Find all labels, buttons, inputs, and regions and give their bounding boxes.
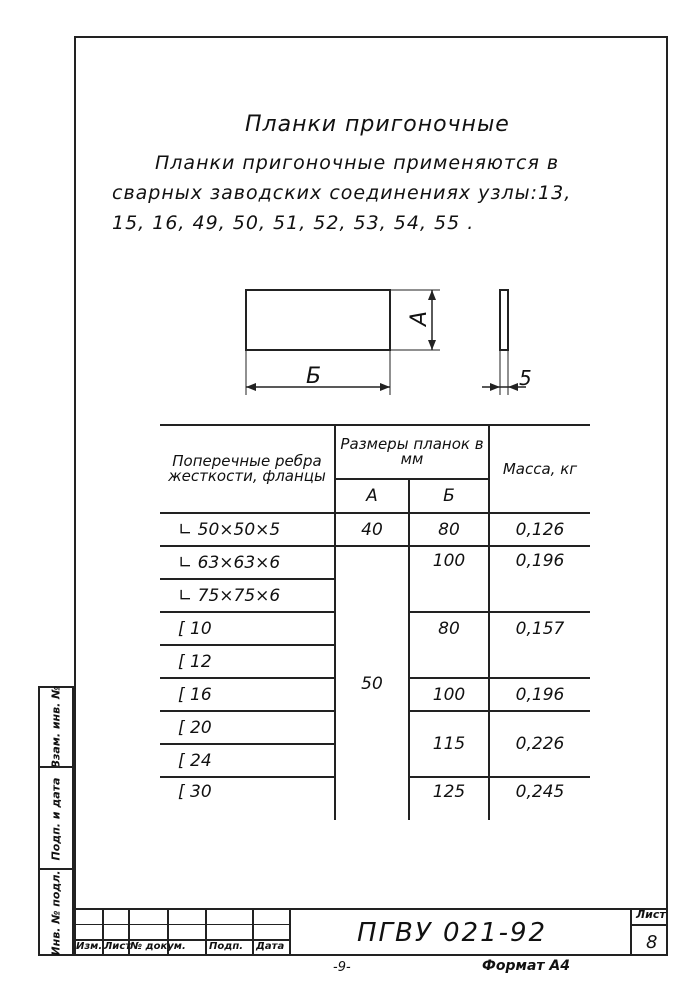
document-code: ПГВУ 021-92 (357, 918, 548, 948)
plate-side-view (500, 290, 508, 350)
side-stamp (38, 686, 74, 956)
cell-mass: 0,245 (489, 777, 590, 820)
side-stamp-signature-date: Подп. и дата (49, 777, 63, 861)
table-row (160, 546, 590, 579)
cell-profile: [ 30 (178, 782, 212, 802)
sheet-number: 8 (646, 932, 658, 953)
cell-b: 80 (409, 612, 489, 678)
header-profile: Поперечные ребра жесткости, фланцы (160, 425, 335, 513)
cell-a: 50 (335, 546, 409, 820)
cell-b: 100 (409, 546, 489, 612)
stamp-label-date: Дата (256, 941, 285, 952)
header-b: Б (409, 479, 489, 513)
description-line-1: Планки пригоночные применяются в (155, 152, 560, 174)
stamp-top-line (74, 908, 668, 910)
sheet-label: Лист (636, 908, 666, 921)
stamp-label-sign: Подп. (209, 941, 244, 952)
table-row (160, 513, 590, 546)
dimension-b-label: Б (306, 364, 322, 389)
cell-mass: 0,157 (489, 612, 590, 678)
dimension-thickness-label: 5 (519, 366, 532, 390)
planks-table (160, 424, 590, 820)
cell-profile: [ 10 (160, 612, 335, 645)
description-line-3: 15, 16, 49, 50, 51, 52, 53, 54, 55 . (112, 212, 475, 234)
cell-mass: 0,196 (489, 678, 590, 711)
plate-drawing (230, 280, 550, 400)
paper-format: Формат А4 (482, 958, 570, 974)
header-a: А (335, 479, 409, 513)
header-sizes: Размеры планок в мм (335, 425, 489, 479)
cell-profile: ∟ 63×63×6 (160, 546, 335, 579)
cell-profile: [ 20 (160, 711, 335, 744)
stamp-label-rev: Изм. (76, 941, 103, 952)
cell-profile: [ 24 (160, 744, 335, 777)
header-mass: Масса, кг (489, 425, 590, 513)
side-stamp-replacement: Взам. инв. № (49, 685, 63, 769)
cell-a: 40 (335, 513, 409, 546)
stamp-label-doc: № докум. (130, 941, 186, 952)
cell-profile: [ 16 (160, 678, 335, 711)
cell-mass: 0,126 (489, 513, 590, 546)
cell-b: 80 (409, 513, 489, 546)
cell-profile: [ 12 (160, 645, 335, 678)
page-title: Планки пригоночные (245, 112, 510, 137)
cell-b: 100 (409, 678, 489, 711)
cell-b: 125 (409, 777, 489, 820)
cell-mass: 0,226 (489, 711, 590, 777)
cell-profile: ∟ 75×75×6 (160, 579, 335, 612)
cell-b: 115 (409, 711, 489, 777)
cell-profile: ∟ 50×50×5 (160, 513, 335, 546)
side-stamp-inventory: Инв. № подл. (49, 870, 63, 956)
page-number: -9- (333, 960, 351, 975)
stamp-label-sheet: Лист (104, 941, 132, 952)
description-line-2: сварных заводских соединениях узлы:13, (112, 182, 572, 204)
cell-mass: 0,196 (489, 546, 590, 612)
plate-front-view (246, 290, 390, 350)
dimension-a-label: А (407, 310, 433, 327)
